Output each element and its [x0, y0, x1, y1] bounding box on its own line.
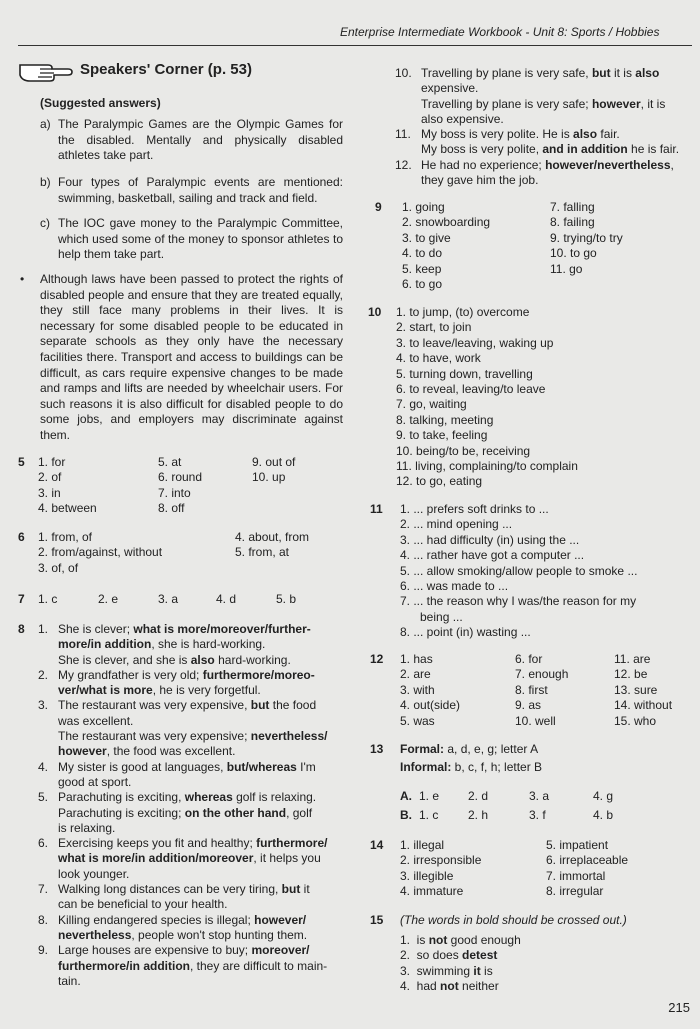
ex12-col1 [400, 652, 460, 729]
list-item: 2. d [468, 789, 489, 803]
list-item: being ... [420, 609, 463, 624]
exercise-number: 5 [18, 455, 25, 469]
list-item: 4. to do [402, 246, 443, 261]
list-item: 2. My grandfather is very old; furthermore/moreo- ver/what is more, he is very forgetful. [38, 667, 315, 698]
ex14-col1 [400, 838, 481, 900]
list-item: 9. to take, feeling [396, 428, 488, 443]
running-header: Enterprise Intermediate Workbook - Unit 8: Sports / Hobbies [340, 25, 660, 39]
list-item: 6. Exercising keeps you fit and healthy; furthermore/ what is more/in addition/moreover, it helps you look younger. [38, 836, 328, 881]
list-item: 8. Killing endangered species is illegal; however/ nevertheless, people won't stop hunting them. [38, 912, 308, 942]
list-item: 2. from/against, without [38, 545, 163, 560]
list-item: 9. out of [252, 455, 296, 469]
list-item: 2. start, to join [396, 320, 472, 335]
list-item: 12. to go, eating [396, 474, 483, 489]
ex5-col2 [158, 455, 202, 517]
page-number: 215 [668, 1000, 690, 1015]
answer-c: The IOC gave money to the Paralympic Committee, which used some of the money to sponsor athletes to help them take part. [58, 216, 343, 262]
list-item: 3. in [38, 485, 61, 500]
ex15-note: (The words in bold should be crossed out.) [400, 913, 627, 927]
list-item: 4. My sister is good at languages, but/whereas I'm good at sport. [38, 759, 316, 789]
group-label-a: A. [400, 789, 412, 803]
list-item: 4. ... rather have got a computer ... [400, 548, 585, 563]
list-item: 7. into [158, 485, 191, 500]
exercise-number: 7 [18, 592, 25, 606]
list-item: 8. off [158, 501, 185, 516]
list-item: 9. Large houses are expensive to buy; moreover/ furthermore/in addition, they are difficult to main- tain. [38, 943, 328, 988]
list-item: 6. for [515, 652, 543, 666]
suggested-answers-label: (Suggested answers) [40, 96, 161, 110]
list-item: 13. sure [614, 682, 658, 697]
list-item: 3. to give [402, 230, 451, 245]
list-item: 8. first [515, 682, 548, 697]
formal-answers: a, d, e, g; letter A [444, 742, 539, 756]
formal-line [400, 742, 538, 756]
ex14-col2 [546, 838, 628, 900]
list-item: 2. e [98, 592, 119, 606]
list-item: 5. at [158, 455, 182, 469]
list-item: 2. snowboarding [402, 215, 491, 230]
list-item: 5. was [400, 713, 435, 728]
item-label-b: b) [40, 175, 51, 189]
list-item: 4. out(side) [400, 698, 461, 713]
exercise-number: 13 [370, 742, 384, 756]
list-item: 1. for [38, 455, 66, 469]
bullet-paragraph: Although laws have been passed to protect the rights of disabled people and ensure that they are treated equally, they still face many problems in their lives. It is necessary for some disabled people to be educated in separate schools as they only have the necessary facilities there. Transport and access to buildings can be difficult, as cars require expensive changes to be made and ramps and lifts are needed by wheelchair users. For such reasons it is also difficult for disabled people to do some jobs, and employers may discriminate against them. [40, 272, 343, 442]
list-item: 1. ... prefers soft drinks to ... [400, 502, 549, 516]
list-item: 10. well [515, 713, 556, 728]
list-item: 3. of, of [38, 560, 79, 575]
list-item: 3. swimming it is [400, 963, 493, 978]
answer-b: Four types of Paralympic events are mentioned: swimming, basketball, sailing and track and field. [58, 175, 343, 205]
list-item: 3. a [529, 789, 550, 803]
list-item: 3. The restaurant was very expensive, but the food was excellent. The restaurant was very expensive; nevertheless/ however, the food was excellent. [38, 698, 328, 759]
list-item: 7. enough [515, 667, 569, 682]
list-item: 3. ... had difficulty (in) using the ... [400, 532, 580, 547]
list-item: 6. round [158, 470, 203, 485]
list-item: 15. who [614, 713, 657, 728]
list-item: 8. irregular [546, 884, 604, 899]
list-item: 12. be [614, 667, 648, 682]
list-item: 6. ... was made to ... [400, 579, 509, 594]
ex12-col2 [515, 652, 568, 729]
ex8-answers [38, 622, 343, 989]
list-item: 4. had not neither [400, 979, 499, 994]
ex15-list [400, 933, 521, 995]
exercise-number: 15 [370, 913, 384, 927]
list-item: 10. being/to be, receiving [396, 443, 531, 458]
list-item: 10. to go [550, 246, 597, 261]
list-item: 1. She is clever; what is more/moreover/further- more/in addition, she is hard-working. She is clever, and she is also hard-working. [38, 622, 311, 667]
exercise-number: 6 [18, 530, 25, 544]
list-item: 7. Walking long distances can be very tiring, but it can be beneficial to your health. [38, 882, 310, 912]
list-item: 10. Travelling by plane is very safe, but it is also expensive. Travelling by plane is very safe; however, it is also expensive. [395, 66, 666, 126]
exercise-number: 11 [370, 502, 383, 516]
list-item: 4. d [216, 592, 237, 606]
informal-line [400, 760, 542, 774]
list-item: 14. without [614, 698, 673, 713]
item-label-a: a) [40, 117, 51, 131]
list-item: 1. from, of [38, 530, 93, 544]
list-item: 6. to go [402, 277, 443, 292]
informal-label: Informal: [400, 760, 452, 774]
list-item: 1. e [419, 789, 440, 803]
list-item: 3. to leave/leaving, waking up [396, 335, 554, 350]
list-item: 7. ... the reason why I was/the reason for my [400, 594, 637, 609]
list-item: 2. h [468, 808, 489, 822]
list-item: 5. keep [402, 261, 442, 276]
item-label-c: c) [40, 216, 50, 230]
ex5-col3 [252, 455, 295, 486]
list-item: 5. from, at [235, 545, 290, 560]
list-item: 3. a [158, 592, 179, 606]
list-item: 3. f [529, 808, 546, 822]
list-item: 11. go [550, 261, 583, 276]
list-item: 5. turning down, travelling [396, 366, 533, 381]
list-item: 4. to have, work [396, 351, 481, 366]
list-item: 5. ... allow smoking/allow people to smoke ... [400, 563, 638, 578]
list-item: 9. as [515, 698, 542, 713]
list-item: 11. My boss is very polite. He is also fair. My boss is very polite, and in addition he is fair. [395, 127, 680, 157]
list-item: 3. with [400, 682, 435, 697]
list-item: 1. is not good enough [400, 933, 521, 947]
list-item: 6. irreplaceable [546, 853, 629, 868]
list-item: 8. talking, meeting [396, 412, 494, 427]
list-item: 4. g [593, 789, 614, 803]
list-item: 1. has [400, 652, 433, 666]
list-item: 6. to reveal, leaving/to leave [396, 382, 546, 397]
informal-answers: b, c, f, h; letter B [451, 760, 543, 774]
bullet-marker: • [20, 272, 25, 286]
exercise-number: 9 [375, 200, 382, 214]
list-item: 4. b [593, 808, 614, 822]
list-item: 1. going [402, 200, 445, 214]
list-item: 2. irresponsible [400, 853, 482, 868]
list-item: 5. b [276, 592, 297, 606]
list-item: 11. are [614, 652, 651, 666]
list-item: 4. immature [400, 884, 464, 899]
ex9-col1 [402, 200, 490, 292]
speakers-corner-title: Speakers' Corner (p. 53) [80, 61, 252, 78]
exercise-number: 8 [18, 622, 25, 636]
ex8-continued [395, 66, 695, 188]
group-label-b: B. [400, 808, 412, 822]
list-item: 2. are [400, 667, 431, 682]
list-item: 1. to jump, (to) overcome [396, 305, 530, 319]
ex9-col2 [550, 200, 623, 277]
header-rule [18, 45, 692, 46]
ex10-list [396, 305, 578, 490]
list-item: 9. trying/to try [550, 230, 623, 245]
list-item: 1. illegal [400, 838, 445, 852]
list-item: 4. between [38, 501, 97, 516]
exercise-number: 10 [368, 305, 382, 319]
list-item: 5. impatient [546, 838, 609, 852]
list-item: 2. so does detest [400, 948, 498, 963]
list-item: 11. living, complaining/to complain [396, 459, 578, 474]
list-item: 3. illegible [400, 868, 454, 883]
list-item: 7. go, waiting [396, 397, 467, 412]
list-item: 7. immortal [546, 868, 606, 883]
list-item: 2. of [38, 470, 62, 485]
list-item: 7. falling [550, 200, 595, 214]
list-item: 5. Parachuting is exciting, whereas golf is relaxing. Parachuting is exciting; on the other hand, golf is relaxing. [38, 790, 317, 835]
list-item: 1. c [419, 808, 439, 822]
ex11-list [400, 502, 637, 641]
exercise-number: 12 [370, 652, 384, 666]
list-item: 8. failing [550, 215, 595, 230]
ex12-col3 [614, 652, 672, 729]
exercise-number: 14 [370, 838, 384, 852]
list-item: 1. c [38, 592, 58, 606]
answer-a: The Paralympic Games are the Olympic Games for the disabled. Mentally and physically disabled athletes take part. [58, 117, 343, 163]
list-item: 4. about, from [235, 530, 310, 544]
list-item: 12. He had no experience; however/nevertheless, they gave him the job. [395, 157, 674, 188]
ex6-col2 [235, 530, 309, 561]
formal-label: Formal: [400, 742, 445, 756]
ex5-col1 [38, 455, 97, 517]
ex6-col1 [38, 530, 162, 576]
list-item: 2. ... mind opening ... [400, 517, 513, 532]
list-item: 10. up [252, 470, 286, 485]
list-item: 8. ... point (in) wasting ... [400, 625, 531, 640]
pointing-hand-icon [18, 59, 74, 83]
